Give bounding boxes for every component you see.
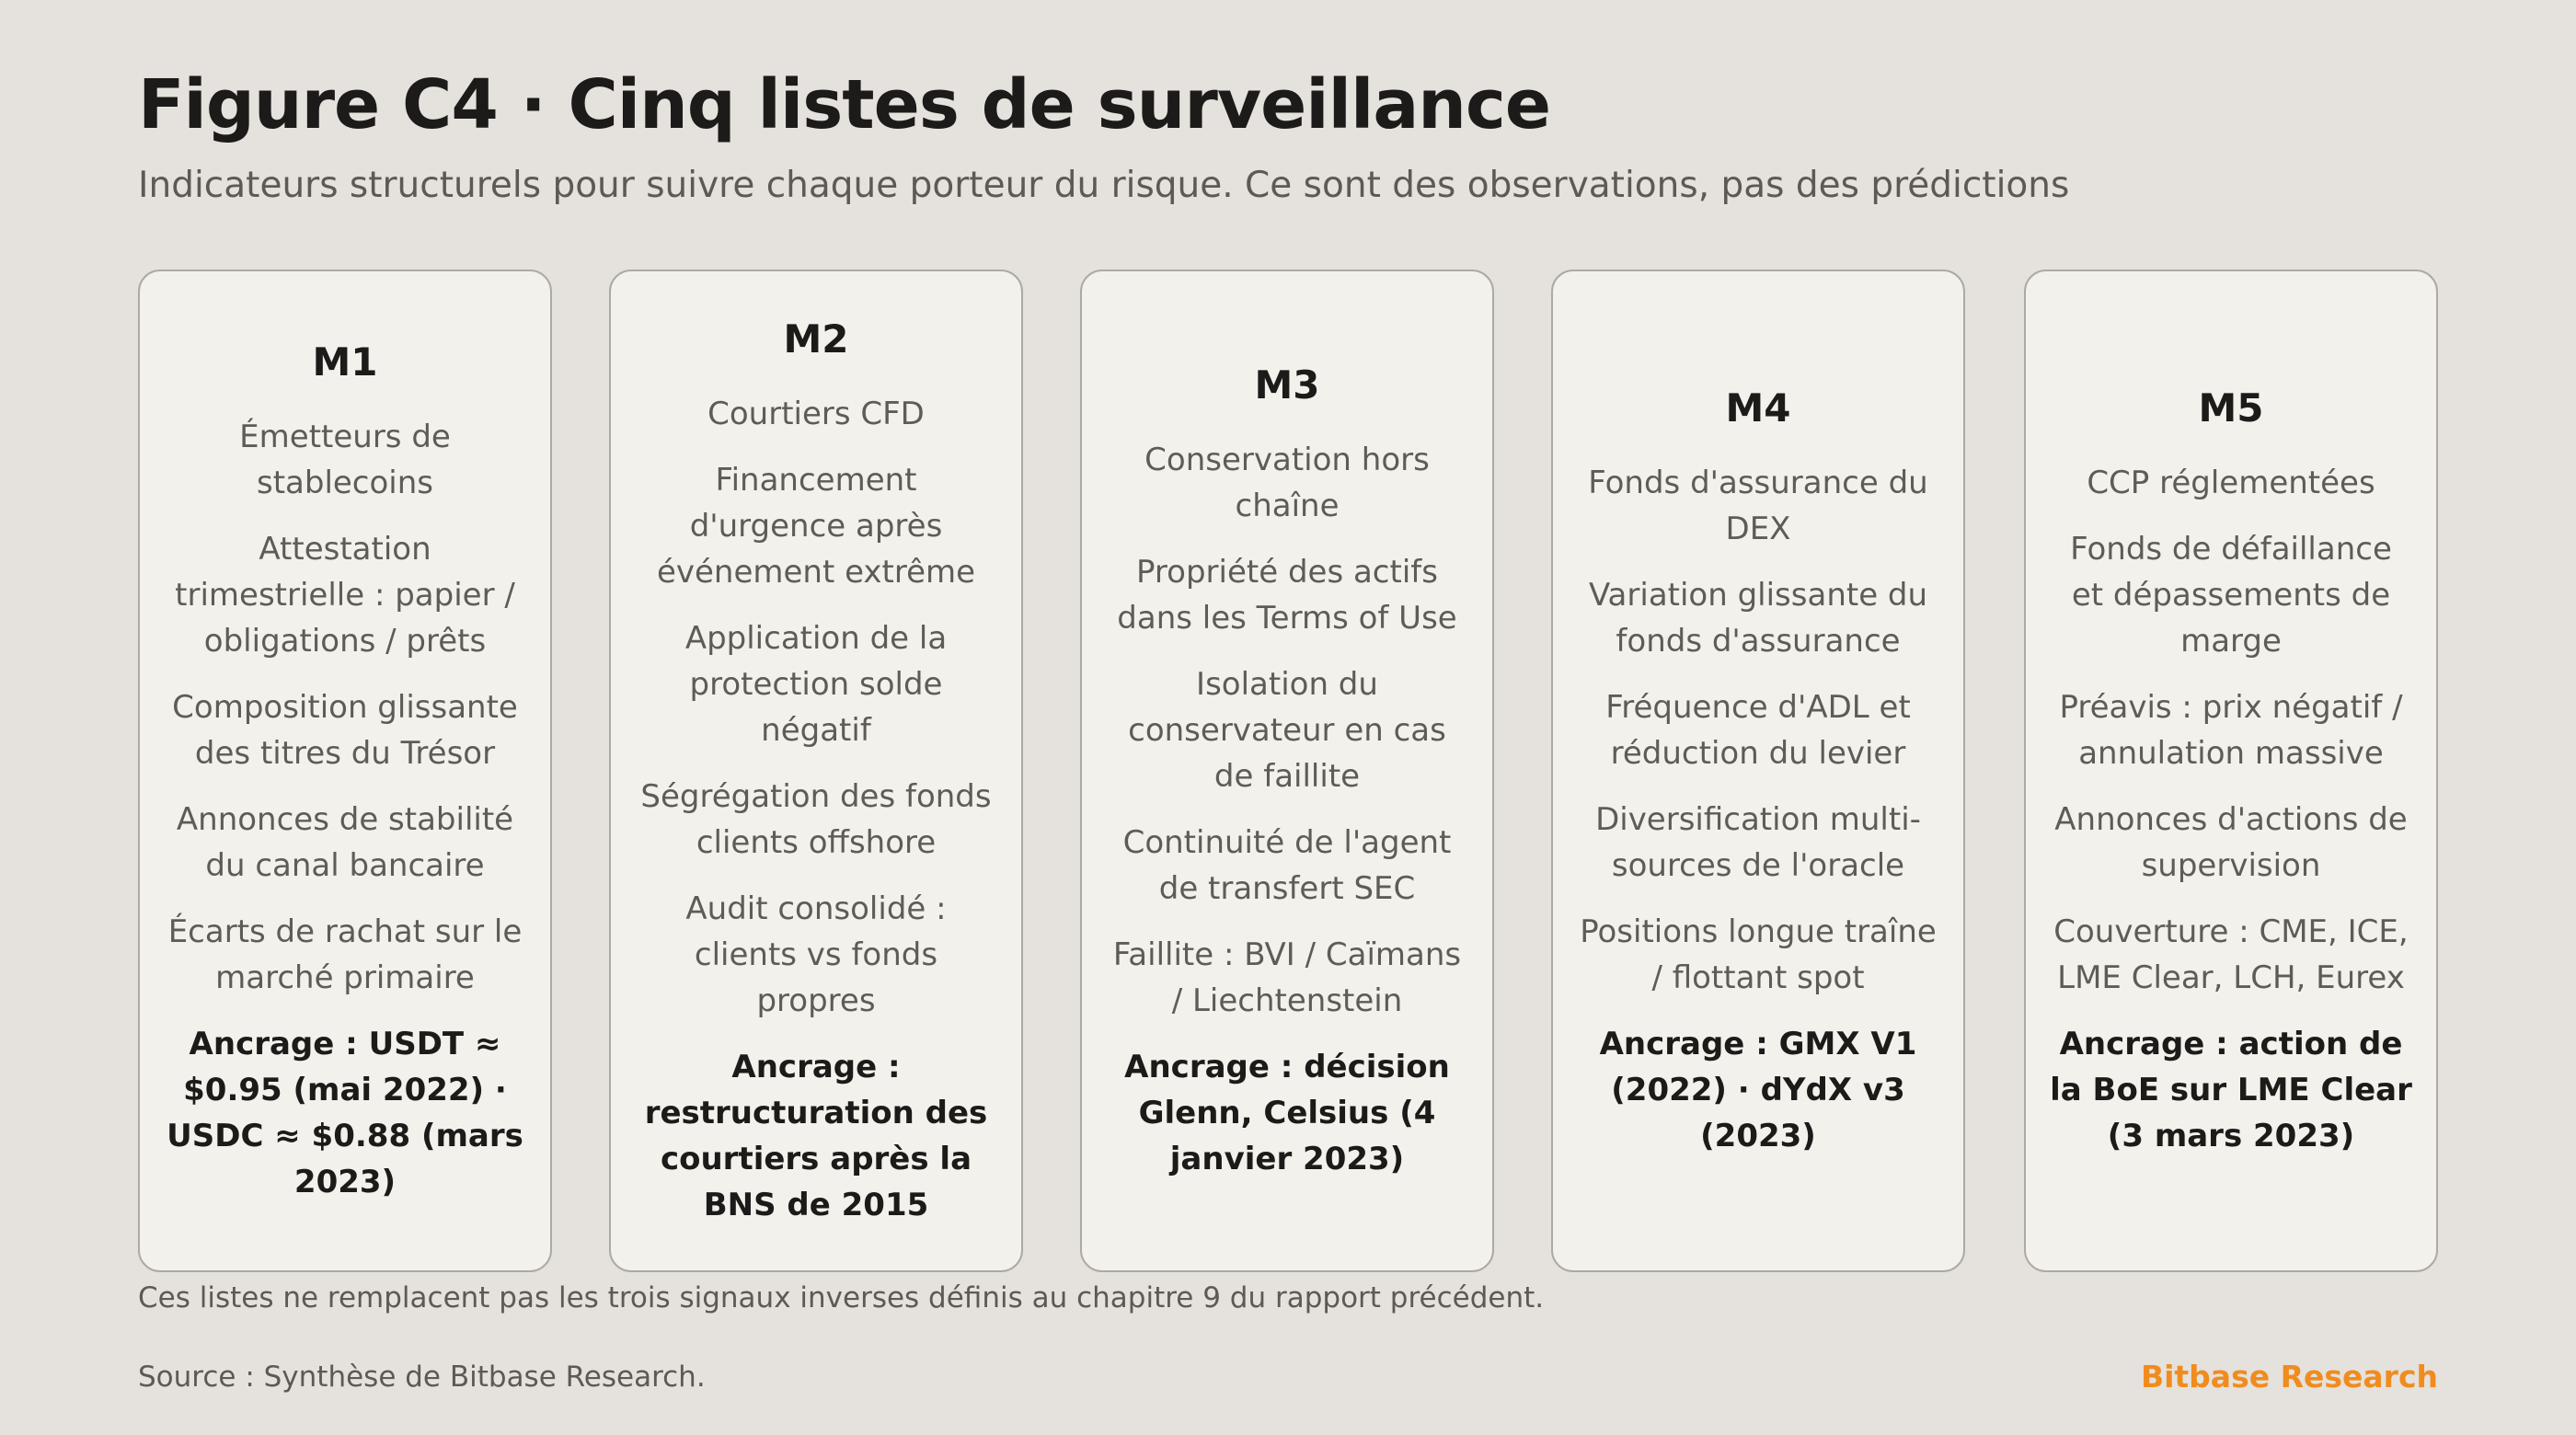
card-indicator: Composition glissante des titres du Trésor bbox=[172, 689, 518, 772]
card-indicator: Fonds d'assurance du DEX bbox=[1588, 465, 1928, 547]
card-label: M1 bbox=[312, 339, 378, 385]
card-indicator: Attestation trimestrielle : papier / obligations / prêts bbox=[175, 531, 515, 660]
card-anchor: Ancrage : action de la BoE sur LME Clear (3 mars 2023) bbox=[2050, 1026, 2412, 1154]
card-indicator: Continuité de l'agent de transfert SEC bbox=[1122, 824, 1452, 907]
card-indicator: Préavis : prix négatif / annulation massive bbox=[2059, 689, 2403, 772]
watchlist-card-m5 bbox=[2024, 270, 2438, 1272]
card-label: M4 bbox=[1725, 385, 1791, 430]
card-label: M5 bbox=[2198, 385, 2264, 430]
card-indicator: Diversification multi-sources de l'oracle bbox=[1595, 801, 1921, 884]
card-indicator: Fréquence d'ADL et réduction du levier bbox=[1605, 689, 1911, 772]
card-anchor: Ancrage : GMX V1 (2022) · dYdX v3 (2023) bbox=[1599, 1026, 1917, 1154]
brand-label: Bitbase Research bbox=[2140, 1359, 2438, 1395]
figure-subtitle: Indicateurs structurels pour suivre chaque porteur du risque. Ce sont des observations, pas des prédictions bbox=[138, 165, 2070, 206]
card-indicator: Écarts de rachat sur le marché primaire bbox=[167, 913, 523, 996]
card-indicator: Financement d'urgence après événement extrême bbox=[656, 462, 976, 591]
card-indicator: Positions longue traîne / flottant spot bbox=[1580, 913, 1937, 996]
card-anchor: Ancrage : restructuration des courtiers après la BNS de 2015 bbox=[644, 1049, 988, 1223]
card-indicator: Fonds de défaillance et dépassements de marge bbox=[2070, 531, 2392, 660]
card-indicator: Émetteurs de stablecoins bbox=[239, 419, 451, 501]
card-indicator: Courtiers CFD bbox=[707, 396, 925, 432]
card-indicator: Application de la protection solde négatif bbox=[684, 620, 948, 749]
watchlist-card-m3 bbox=[1080, 270, 1494, 1272]
card-label: M2 bbox=[783, 316, 849, 362]
card-indicator: Annonces d'actions de supervision bbox=[2054, 801, 2408, 884]
card-indicator: Propriété des actifs dans les Terms of Use bbox=[1117, 554, 1457, 637]
footnote: Ces listes ne remplacent pas les trois signaux inverses définis au chapitre 9 du rapport précédent. bbox=[138, 1281, 1545, 1314]
card-indicator: Ségrégation des fonds clients offshore bbox=[640, 778, 992, 861]
card-label: M3 bbox=[1254, 362, 1320, 408]
watchlist-cards bbox=[138, 270, 2438, 1272]
card-indicator: Couverture : CME, ICE, LME Clear, LCH, Eurex bbox=[2053, 913, 2409, 996]
card-anchor: Ancrage : décision Glenn, Celsius (4 janvier 2023) bbox=[1124, 1049, 1450, 1177]
source-note: Source : Synthèse de Bitbase Research. bbox=[138, 1360, 706, 1394]
figure-title: Figure C4 · Cinq listes de surveillance bbox=[138, 65, 1551, 144]
watchlist-card-m4 bbox=[1551, 270, 1965, 1272]
card-indicator: CCP réglementées bbox=[2087, 465, 2375, 501]
card-indicator: Isolation du conservateur en cas de faillite bbox=[1128, 666, 1446, 795]
watchlist-card-m1 bbox=[138, 270, 552, 1272]
card-indicator: Faillite : BVI / Caïmans / Liechtenstein bbox=[1112, 936, 1462, 1019]
watchlist-card-m2 bbox=[609, 270, 1023, 1272]
card-indicator: Conservation hors chaîne bbox=[1144, 442, 1430, 524]
card-indicator: Annonces de stabilité du canal bancaire bbox=[176, 801, 514, 884]
card-indicator: Variation glissante du fonds d'assurance bbox=[1588, 577, 1928, 660]
card-indicator: Audit consolidé : clients vs fonds propres bbox=[685, 890, 947, 1019]
card-anchor: Ancrage : USDT ≈ $0.95 (mai 2022) · USDC ≈ $0.88 (mars 2023) bbox=[167, 1026, 523, 1200]
